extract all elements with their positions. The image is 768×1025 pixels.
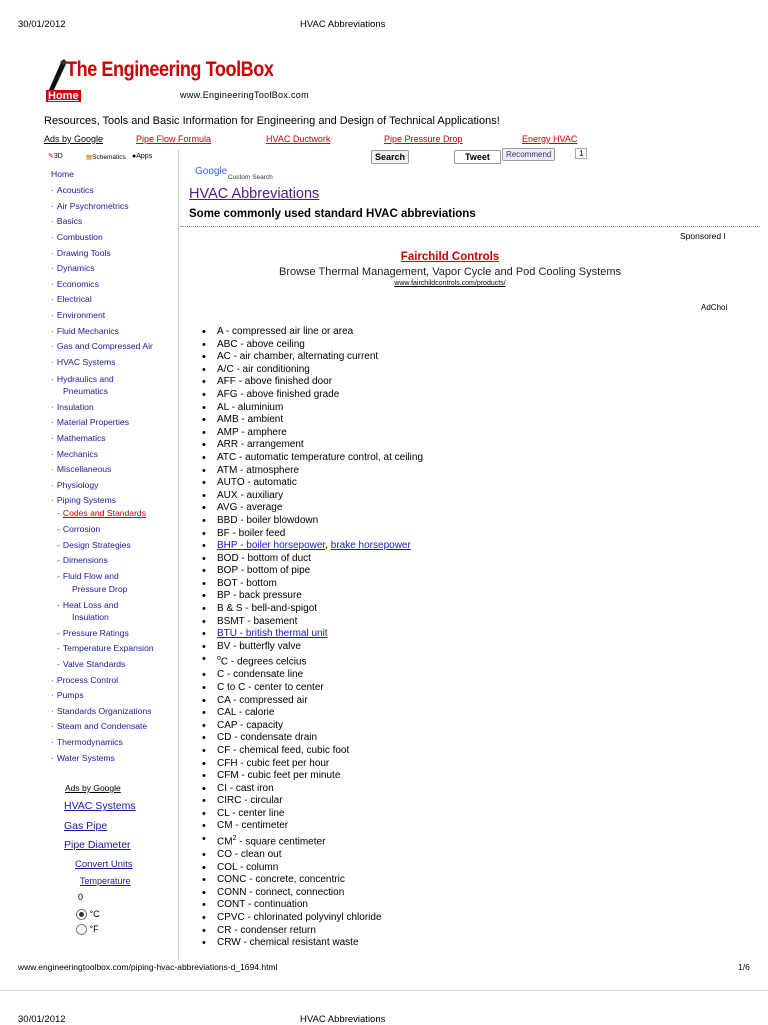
btu-link[interactable]: BTU - british thermal unit (217, 628, 328, 640)
list-item: • CPVC - chlorinated polyvinyl chloride (200, 912, 740, 925)
page-title[interactable]: HVAC Abbreviations (189, 186, 320, 202)
list-item: • C to C - center to center (200, 682, 740, 695)
list-item: • CL - center line (200, 808, 740, 821)
sidebar-item[interactable]: · Pumps (51, 690, 84, 700)
next-print-date: 30/01/2012 (18, 1014, 66, 1025)
list-item: • BOT - bottom (200, 578, 740, 591)
celsius-option[interactable] (76, 909, 100, 920)
sponsored-label: Sponsored l (680, 231, 726, 241)
label-schematics: Schematics (92, 154, 126, 161)
sidebar-home[interactable]: Home (51, 169, 74, 179)
print-date: 30/01/2012 (18, 19, 66, 30)
temperature-link[interactable]: Temperature (80, 876, 131, 886)
abbreviation-list (200, 326, 740, 950)
list-item: • AUX - auxiliary (200, 490, 740, 503)
sidebar-item[interactable]: · Steam and Condensate (51, 721, 148, 731)
list-item: • AFG - above finished grade (200, 389, 740, 402)
convert-units-link[interactable]: Convert Units (75, 859, 133, 870)
3d-icon: ✎ (48, 153, 54, 160)
dotted-divider (180, 226, 760, 227)
sidebar-subitem[interactable]: - Temperature Expansion (57, 643, 154, 653)
list-item: • COL - column (200, 862, 740, 875)
sidebar-item[interactable]: · Environment (51, 310, 106, 320)
sidebar-item[interactable]: · Piping Systems (51, 495, 117, 505)
ad-link-energy-hvac[interactable]: Energy HVAC (522, 134, 578, 144)
sidebar-item[interactable]: · Drawing Tools (51, 248, 111, 258)
sidebar-item[interactable]: · Electrical (51, 294, 92, 304)
sidebar-item[interactable]: · Economics (51, 279, 99, 289)
logo-url: www.EngineeringToolBox.com (180, 90, 309, 100)
tweet-button[interactable]: Tweet (454, 150, 501, 164)
page-subtitle: Some commonly used standard HVAC abbreviations (189, 208, 476, 220)
list-item: • BBD - boiler blowdown (200, 515, 740, 528)
list-item: • AMP - amphere (200, 427, 740, 440)
recommend-button[interactable]: Recommend (502, 148, 555, 161)
sidebar-item[interactable]: · Mathematics (51, 433, 106, 443)
sidebar-ad-pipe-diameter[interactable]: Pipe Diameter (64, 839, 131, 851)
sidebar-item[interactable]: · Air Psychrometrics (51, 201, 129, 211)
list-item: • CI - cast iron (200, 783, 740, 796)
sidebar-item[interactable]: · Hydraulics and (51, 374, 114, 384)
label-3d: 3D (53, 153, 63, 160)
site-logo[interactable] (44, 58, 309, 102)
sidebar-subitem[interactable]: - Dimensions (57, 555, 108, 565)
home-link[interactable]: Home (48, 90, 79, 102)
sidebar-item[interactable]: · Dynamics (51, 263, 95, 273)
sidebar-ads-label[interactable]: Ads by Google (65, 783, 121, 793)
list-item: • BOP - bottom of pipe (200, 565, 740, 578)
temperature-value: 0 (78, 892, 84, 902)
list-item: • CFH - cubic feet per hour (200, 758, 740, 771)
list-item: • BV - butterfly valve (200, 641, 740, 654)
ad-link-hvac-ductwork[interactable]: HVAC Ductwork (266, 134, 331, 144)
sidebar-item[interactable]: · Thermodynamics (51, 737, 123, 747)
page-break (0, 990, 768, 991)
list-item-link (200, 628, 740, 641)
sidebar-subitem[interactable]: - Heat Loss and (57, 600, 119, 610)
list-item: • CR - condenser return (200, 925, 740, 938)
list-item: • AL - aluminium (200, 402, 740, 415)
fahrenheit-option[interactable] (76, 924, 99, 935)
sidebar-item[interactable]: · Standards Organizations (51, 706, 152, 716)
sidebar-item[interactable]: · Material Properties (51, 417, 129, 427)
search-button[interactable]: Search (371, 150, 409, 164)
list-item: • A - compressed air line or area (200, 326, 740, 339)
list-item: • ATC - automatic temperature control, at ceiling (200, 452, 740, 465)
sidebar-divider (178, 150, 179, 960)
list-item: • BSMT - basement (200, 616, 740, 629)
label-apps: Apps (136, 153, 153, 160)
list-item: • $CM^2$ - square centimeter (200, 833, 740, 849)
list-item: • CRW - chemical resistant waste (200, 937, 740, 950)
sidebar-ad-gas-pipe[interactable]: Gas Pipe (64, 820, 108, 832)
list-item: • C - condensate line (200, 669, 740, 682)
sidebar-subitem[interactable]: - Pressure Ratings (57, 628, 129, 638)
brake-horsepower-link[interactable]: brake horsepower (330, 540, 411, 552)
sidebar-subitem[interactable]: - Valve Standards (57, 659, 126, 669)
sidebar-subitem-active[interactable]: - Codes and Standards (57, 508, 147, 518)
list-item: • AC - air chamber, alternating current (200, 351, 740, 364)
sidebar-item[interactable]: · HVAC Systems (51, 357, 116, 367)
sidebar-item[interactable]: · Acoustics (51, 185, 94, 195)
next-print-title: HVAC Abbreviations (300, 1014, 386, 1025)
celsius-label: °C (89, 909, 100, 919)
sidebar-item[interactable]: · Gas and Compressed Air (51, 341, 153, 351)
sidebar-item[interactable]: · Process Control (51, 675, 119, 685)
sidebar-subitem-cont[interactable]: Insulation (72, 612, 109, 622)
ad-link-pipe-flow[interactable]: Pipe Flow Formula (136, 134, 212, 144)
apple-icon: ● (132, 153, 137, 160)
print-footer-page: 1/6 (738, 962, 750, 972)
sidebar-subitem[interactable]: - Corrosion (57, 524, 101, 534)
radio-icon[interactable] (76, 924, 87, 935)
list-item: • CONT - continuation (200, 899, 740, 912)
list-item: • BOD - bottom of duct (200, 553, 740, 566)
icon-schematics[interactable] (86, 153, 126, 161)
sidebar-item[interactable]: · Insulation (51, 402, 94, 412)
list-item: • AVG - average (200, 502, 740, 515)
sidebar-item-cont[interactable]: Pneumatics (63, 386, 108, 396)
schematics-icon: ▦ (86, 154, 93, 161)
list-item: • BP - back pressure (200, 590, 740, 603)
print-footer-url: www.engineeringtoolbox.com/piping-hvac-abbreviations-d_1694.html (18, 962, 278, 972)
list-item: • CF - chemical feed, cubic foot (200, 745, 740, 758)
sidebar-subitem[interactable]: - Fluid Flow and (57, 571, 119, 581)
list-item: • $^o$C - degrees celcius (200, 653, 740, 669)
list-item: • CM - centimeter (200, 820, 740, 833)
sidebar-ad-hvac-systems[interactable]: HVAC Systems (64, 800, 136, 812)
sidebar-item[interactable]: · Miscellaneous (51, 464, 112, 474)
ad-title[interactable]: Fairchild Controls (400, 251, 500, 263)
list-item: • CAP - capacity (200, 720, 740, 733)
bhp-boiler-link[interactable]: BHP - boiler horsepower (217, 540, 326, 552)
icon-3d[interactable] (48, 152, 63, 160)
list-item: • CONC - concrete, concentric (200, 874, 740, 887)
sidebar-item[interactable]: · Basics (51, 216, 83, 226)
list-item: • CAL - calorie (200, 707, 740, 720)
tagline: Resources, Tools and Basic Information for Engineering and Design of Technical Applications! (44, 115, 500, 127)
sidebar-item[interactable]: · Physiology (51, 480, 99, 490)
ad-url[interactable]: www.fairchildcontrols.com/products/ (394, 280, 506, 287)
list-item: • CIRC - circular (200, 795, 740, 808)
sidebar-item[interactable]: · Mechanics (51, 449, 98, 459)
list-item: • CONN - connect, connection (200, 887, 740, 900)
sidebar-item[interactable]: · Fluid Mechanics (51, 326, 119, 336)
google-logo: Google (195, 166, 228, 177)
adchoices-label[interactable]: AdChoi (701, 303, 728, 312)
list-item: • BF - boiler feed (200, 528, 740, 541)
sidebar-item[interactable]: · Water Systems (51, 753, 115, 763)
list-item: • ABC - above ceiling (200, 339, 740, 352)
list-item-links: • BHP - boiler horsepower, brake horsepower (200, 540, 740, 553)
ads-by-google-label[interactable]: Ads by Google (44, 134, 104, 144)
ad-link-pipe-pressure[interactable]: Pipe Pressure Drop (384, 134, 463, 144)
list-item: • AMB - ambient (200, 414, 740, 427)
list-item: • AUTO - automatic (200, 477, 740, 490)
custom-search-label: Custom Search (228, 174, 273, 181)
list-item: • CA - compressed air (200, 695, 740, 708)
sidebar-subitem-cont[interactable]: Pressure Drop (72, 584, 128, 594)
radio-selected-icon[interactable] (76, 909, 87, 920)
list-item: • ATM - atmosphere (200, 465, 740, 478)
fahrenheit-label: °F (89, 924, 99, 934)
list-item: • CO - clean out (200, 849, 740, 862)
icon-apps[interactable] (132, 153, 152, 160)
list-item: • ARR - arrangement (200, 439, 740, 452)
sidebar-item[interactable]: · Combustion (51, 232, 103, 242)
list-item: • AFF - above finished door (200, 376, 740, 389)
list-item: • CD - condensate drain (200, 732, 740, 745)
ad-description[interactable]: Browse Thermal Management, Vapor Cycle and Pod Cooling Systems (279, 266, 621, 278)
sidebar-subitem[interactable]: - Design Strategies (57, 540, 131, 550)
recommend-count: 1 (575, 148, 587, 159)
print-title: HVAC Abbreviations (300, 19, 386, 30)
list-item: • B & S - bell-and-spigot (200, 603, 740, 616)
list-item: • CFM - cubic feet per minute (200, 770, 740, 783)
logo-title: The Engineering ToolBox (66, 58, 274, 81)
list-item: • A/C - air conditioning (200, 364, 740, 377)
